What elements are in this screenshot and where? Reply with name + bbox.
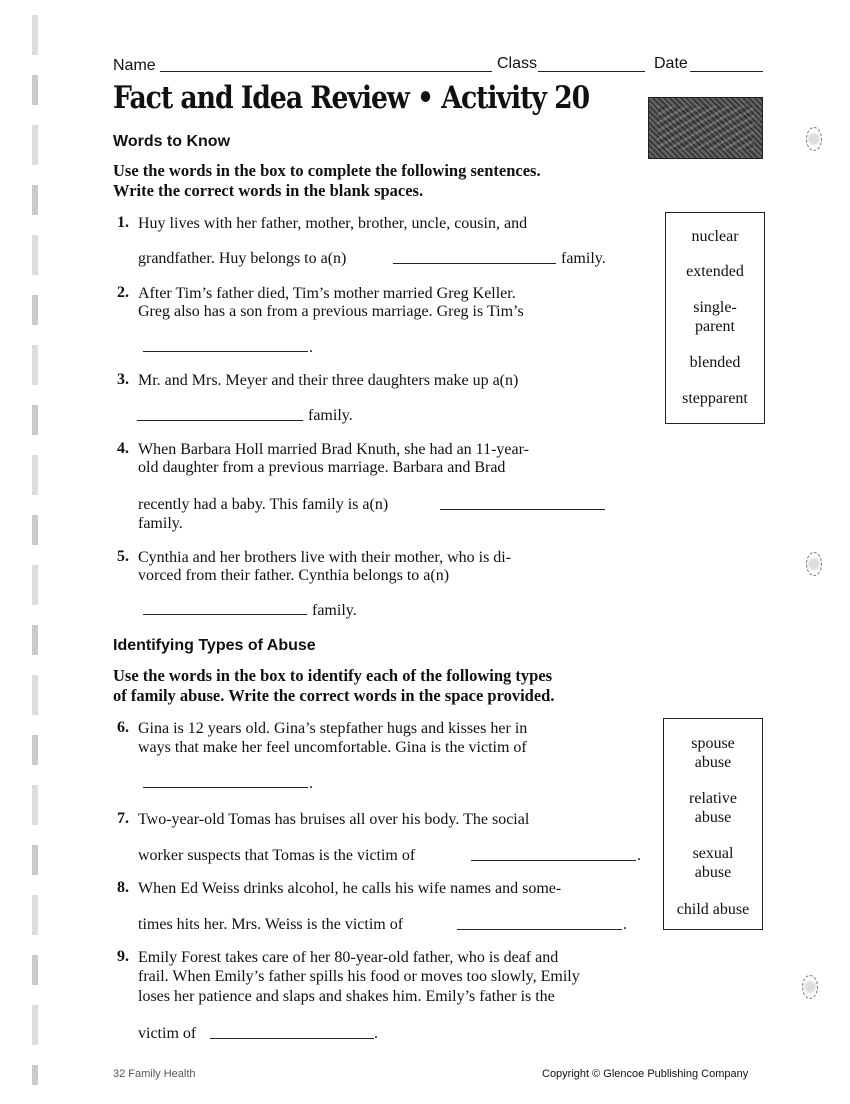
word-box-family-types bbox=[665, 212, 765, 424]
question-text: recently had a baby. This family is a(n) bbox=[138, 496, 389, 513]
instruction-line: of family abuse. Write the correct words in the space provided. bbox=[113, 686, 555, 705]
word-box-term: child abuse bbox=[676, 901, 750, 918]
section-heading-types-of-abuse: Identifying Types of Abuse bbox=[113, 637, 316, 654]
footer-copyright: Copyright © Glencoe Publishing Company bbox=[542, 1068, 749, 1080]
question-number: 1. bbox=[117, 214, 129, 231]
question-number: 5. bbox=[117, 548, 129, 565]
class-field[interactable] bbox=[538, 71, 645, 72]
decorative-texture-block bbox=[648, 97, 763, 159]
question-text: When Ed Weiss drinks alcohol, he calls his wife names and some- bbox=[138, 880, 562, 897]
question-number: 8. bbox=[117, 879, 129, 896]
instruction-line: Write the correct words in the blank spaces. bbox=[113, 181, 424, 200]
answer-blank[interactable] bbox=[137, 420, 303, 421]
question-text: frail. When Emily’s father spills his food or moves too slowly, Emily bbox=[138, 968, 580, 985]
date-field[interactable] bbox=[690, 71, 763, 72]
question-text: ways that make her feel uncomfortable. Gina is the victim of bbox=[138, 739, 527, 756]
section1-instructions bbox=[113, 161, 541, 201]
question-number: 9. bbox=[117, 948, 129, 965]
question-number: 4. bbox=[117, 440, 129, 457]
punch-hole-mark bbox=[806, 552, 822, 576]
question-text: victim of bbox=[138, 1025, 197, 1042]
question-text: Gina is 12 years old. Gina’s stepfather hugs and kisses her in bbox=[138, 720, 528, 737]
section-heading-words-to-know: Words to Know bbox=[113, 133, 231, 150]
class-label: Class bbox=[497, 55, 538, 72]
question-text: When Barbara Holl married Brad Knuth, she had an 11-year- bbox=[138, 441, 529, 458]
question-number: 6. bbox=[117, 719, 129, 736]
answer-blank[interactable] bbox=[143, 614, 307, 615]
question-text: family. bbox=[561, 250, 606, 267]
punch-hole-mark bbox=[806, 127, 822, 151]
answer-blank[interactable] bbox=[471, 860, 636, 861]
question-text: grandfather. Huy belongs to a(n) bbox=[138, 250, 347, 267]
word-box-term: spouse bbox=[691, 735, 735, 752]
word-box-term: nuclear bbox=[691, 228, 739, 245]
scan-edge-artifact bbox=[32, 15, 38, 1085]
question-text: Two-year-old Tomas has bruises all over his body. The social bbox=[138, 811, 530, 828]
name-field[interactable] bbox=[160, 71, 492, 72]
question-number: 2. bbox=[117, 284, 129, 301]
word-box-term: stepparent bbox=[682, 390, 748, 407]
word-box-term: blended bbox=[689, 354, 741, 371]
question-text: . bbox=[374, 1025, 378, 1042]
question-text: Greg also has a son from a previous marriage. Greg is Tim’s bbox=[138, 303, 524, 320]
instruction-line: Use the words in the box to identify each of the following types bbox=[113, 666, 553, 685]
question-text: After Tim’s father died, Tim’s mother married Greg Keller. bbox=[138, 285, 516, 302]
word-box-term: abuse bbox=[694, 754, 732, 771]
question-text: family. bbox=[312, 602, 357, 619]
answer-blank[interactable] bbox=[440, 509, 605, 510]
question-text: . bbox=[309, 775, 313, 792]
answer-blank[interactable] bbox=[393, 263, 556, 264]
answer-blank[interactable] bbox=[457, 929, 622, 930]
page-title: Fact and Idea Review • Activity 20 bbox=[113, 80, 590, 116]
word-box-term: abuse bbox=[694, 809, 732, 826]
question-text: Emily Forest takes care of her 80-year-old father, who is deaf and bbox=[138, 949, 559, 966]
answer-blank[interactable] bbox=[210, 1038, 374, 1039]
punch-hole-mark bbox=[802, 975, 818, 999]
answer-blank[interactable] bbox=[143, 787, 308, 788]
footer-page-info: 32 Family Health bbox=[113, 1068, 196, 1080]
question-text: . bbox=[623, 916, 627, 933]
word-box-term: single- bbox=[693, 299, 737, 316]
word-box-term: extended bbox=[686, 263, 744, 280]
question-text: loses her patience and slaps and shakes him. Emily’s father is the bbox=[138, 988, 555, 1005]
word-box-abuse-types bbox=[663, 718, 763, 930]
question-text: Cynthia and her brothers live with their mother, who is di- bbox=[138, 549, 512, 566]
section2-instructions bbox=[113, 666, 555, 706]
question-text: . bbox=[309, 339, 313, 356]
question-text: worker suspects that Tomas is the victim of bbox=[138, 847, 416, 864]
question-text: Mr. and Mrs. Meyer and their three daughters make up a(n) bbox=[138, 372, 519, 389]
question-number: 3. bbox=[117, 371, 129, 388]
question-text: vorced from their father. Cynthia belongs to a(n) bbox=[138, 567, 450, 584]
instruction-line: Use the words in the box to complete the following sentences. bbox=[113, 161, 541, 180]
question-number: 7. bbox=[117, 810, 129, 827]
date-label: Date bbox=[654, 55, 688, 72]
question-text: family. bbox=[138, 515, 183, 532]
question-text: family. bbox=[308, 407, 353, 424]
question-text: times hits her. Mrs. Weiss is the victim of bbox=[138, 916, 404, 933]
answer-blank[interactable] bbox=[143, 351, 308, 352]
question-text: Huy lives with her father, mother, brother, uncle, cousin, and bbox=[138, 215, 528, 232]
word-box-term: sexual bbox=[692, 845, 734, 862]
word-box-term: parent bbox=[695, 318, 735, 335]
word-box-term: abuse bbox=[694, 864, 732, 881]
word-box-term: relative bbox=[689, 790, 737, 807]
question-text: . bbox=[637, 847, 641, 864]
name-label: Name bbox=[113, 57, 156, 74]
question-text: old daughter from a previous marriage. Barbara and Brad bbox=[138, 459, 506, 476]
